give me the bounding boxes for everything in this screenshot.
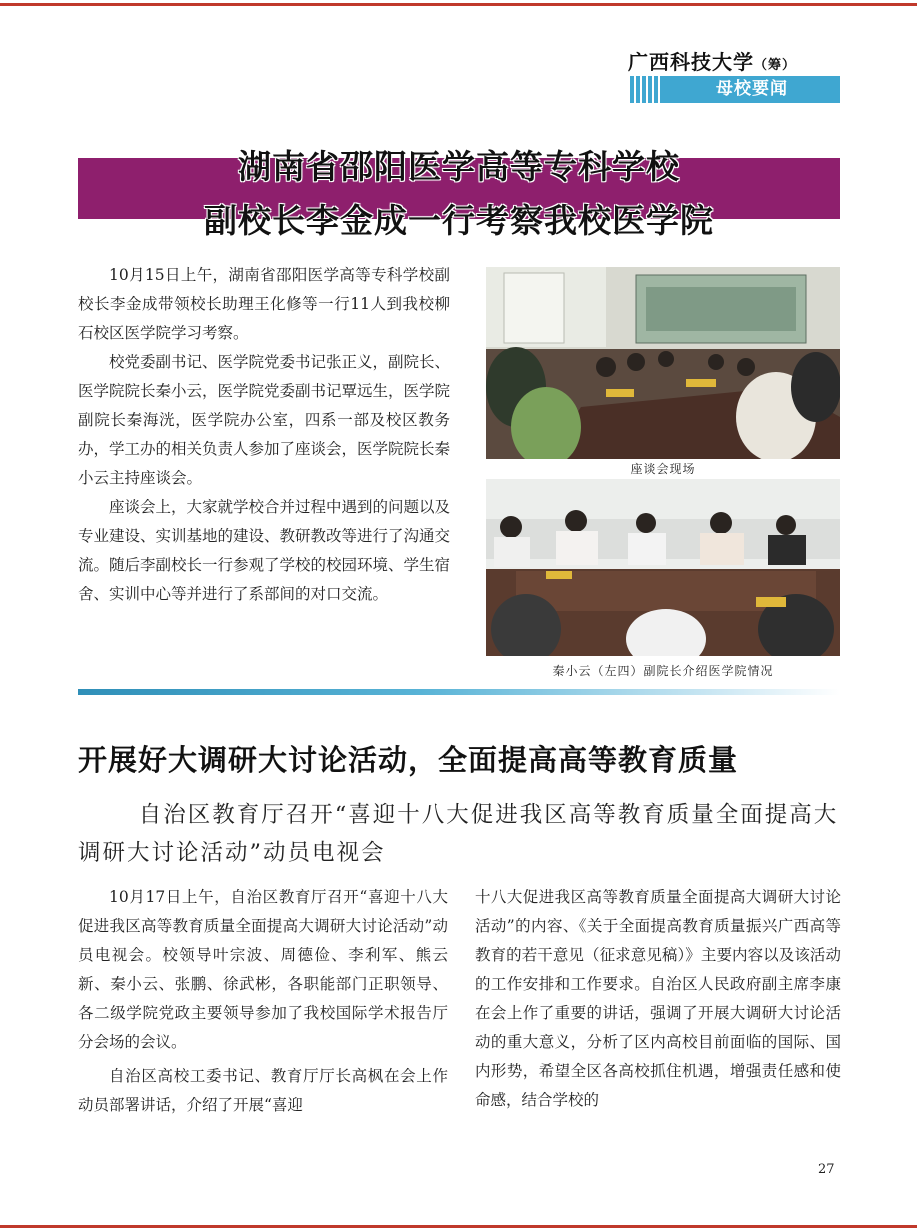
article2-title: 开展好大调研大讨论活动，全面提高高等教育质量 xyxy=(78,743,739,777)
paragraph: 10月17日上午，自治区教育厅召开“喜迎十八大促进我区高等教育质量全面提高大调研大讨论活动”动员电视会。校领导叶宗波、周德俭、李利军、熊云新、秦小云、张鹏、徐武彬，各职能部门正职领导、各二级学院党政主要领导参加了我校国际学术报告厅分会场的会议。 xyxy=(78,888,448,1051)
meeting-photo-illustration xyxy=(486,267,840,459)
paragraph-continued: 十八大促进我区高等教育质量全面提高大调研大讨论活动”的内容、《关于全面提高教育质量振兴广西高等教育的若干意见（征求意见稿）》主要内容以及该活动的工作安排和工作要求。自治区人民政府副主席李康在会上作了重要的讲话，强调了开展大调研大讨论活动的重大意义，分析了区内高校目前面临的国际、国内形势，希望全区各高校抓住机遇，增强责任感和使命感，结合学校的 xyxy=(475,888,841,1109)
meeting-photo xyxy=(486,267,840,459)
photo1-caption: 座谈会现场 xyxy=(630,462,696,476)
article1-title-line1: 湖南省邵阳医学高等专科学校 xyxy=(238,147,680,186)
article2-subtitle: 自治区教育厅召开“喜迎十八大促进我区高等教育质量全面提高大调研大讨论活动”动员电视会 xyxy=(78,802,839,866)
paragraph: 座谈会上，大家就学校合并过程中遇到的问题以及专业建设、实训基地的建设、教研教改等进行了沟通交流。随后李副校长一行参观了学校的校园环境、学生宿舍、实训中心等并进行了系部间的对口交流。 xyxy=(78,498,451,603)
top-border xyxy=(0,3,917,6)
masthead-title xyxy=(628,46,796,75)
article2-left-column xyxy=(78,883,448,1120)
section-tab xyxy=(628,76,840,103)
section-divider xyxy=(78,689,840,695)
presentation-photo-illustration xyxy=(486,479,840,656)
article1-body xyxy=(78,261,450,609)
presentation-photo xyxy=(486,479,840,656)
bottom-border xyxy=(0,1225,917,1228)
paragraph: 校党委副书记、医学院党委书记张正义，副院长、医学院院长秦小云，医学院党委副书记覃远生，医学院副院长秦海洸，医学院办公室，四系一部及校区教务办，学工办的相关负责人参加了座谈会，医学院院长秦小云主持座谈会。 xyxy=(78,353,451,487)
stripe-decoration xyxy=(628,76,664,103)
university-name: 广西科技大学 xyxy=(628,50,754,74)
section-label: 母校要闻 xyxy=(716,79,788,99)
article1-title-line2: 副校长李金成一行考察我校医学院 xyxy=(204,201,714,240)
article2-right-column xyxy=(475,883,841,1115)
page-number: 27 xyxy=(818,1162,835,1177)
photo2-caption: 秦小云（左四）副院长介绍医学院情况 xyxy=(552,664,774,678)
paragraph: 10月15日上午，湖南省邵阳医学高等专科学校副校长李金成带领校长助理王化修等一行11人到我校柳石校区医学院学习考察。 xyxy=(78,266,450,342)
paragraph: 自治区高校工委书记、教育厅厅长高枫在会上作动员部署讲话，介绍了开展“喜迎 xyxy=(78,1067,448,1114)
volume-label: （筹） xyxy=(754,58,797,73)
